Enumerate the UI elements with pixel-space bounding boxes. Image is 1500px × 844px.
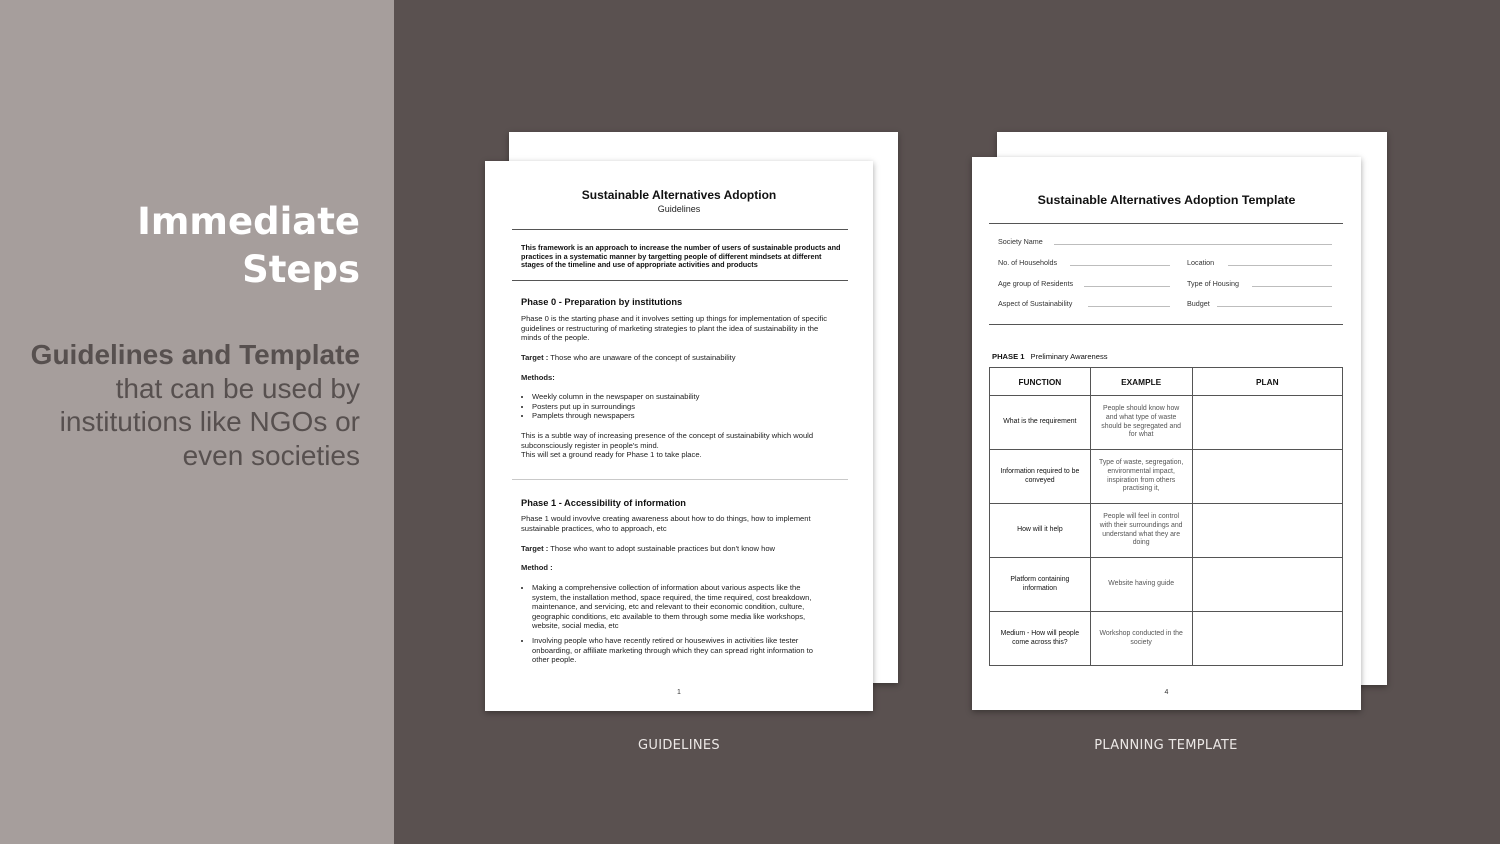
phase-0-description: Phase 0 is the starting phase and it involves setting up things for implementation of specific guidelines or restructuring of marketing strategies to plant the idea of sustainability in the minds of the people. — [521, 314, 828, 343]
phase-1-description: Phase 1 would invovlve creating awareness about how to do things, how to implement sustainable practices, who to approach, etc — [521, 514, 811, 533]
target-label: Target : — [521, 544, 549, 553]
plan-cell[interactable] — [1192, 396, 1342, 450]
template-caption: PLANNING TEMPLATE — [1094, 738, 1238, 753]
divider — [512, 229, 848, 230]
example-cell: Workshop conducted in the society — [1090, 612, 1192, 666]
example-header: EXAMPLE — [1090, 368, 1192, 396]
function-cell: Medium - How will people come across this? — [990, 612, 1091, 666]
function-cell: Platform containing information — [990, 558, 1091, 612]
template-page — [972, 157, 1361, 710]
budget-label: Budget — [1187, 299, 1210, 308]
phase-0-methods-list — [521, 392, 839, 421]
plan-cell[interactable] — [1192, 558, 1342, 612]
guidelines-page — [485, 161, 873, 711]
left-panel — [0, 0, 394, 844]
page-number: 4 — [1164, 689, 1169, 696]
location-field[interactable] — [1228, 265, 1332, 266]
table-row — [990, 558, 1343, 612]
housing-label: Type of Housing — [1187, 279, 1239, 288]
methods-label: Methods: — [521, 373, 555, 382]
phase-0-closing — [521, 431, 839, 460]
phase-name: Preliminary Awareness — [1030, 352, 1108, 361]
plan-cell[interactable] — [1192, 450, 1342, 504]
phase-0-target — [521, 353, 839, 363]
phase-1-title: Phase 1 - Accessibility of information — [521, 498, 686, 508]
society-name-label: Society Name — [998, 237, 1043, 246]
example-cell: People will feel in control with their surroundings and understand what they are doing — [1090, 504, 1192, 558]
phase-label — [992, 352, 1108, 361]
households-label: No. of Households — [998, 258, 1058, 267]
budget-field[interactable] — [1217, 306, 1332, 307]
heading-line-2: Steps — [242, 248, 360, 291]
aspect-label: Aspect of Sustainability — [998, 299, 1073, 308]
phase-1-methods-list — [521, 583, 825, 670]
aspect-field[interactable] — [1088, 306, 1170, 307]
table-row — [990, 396, 1343, 450]
target-label: Target : — [521, 353, 549, 362]
divider — [512, 479, 848, 480]
guidelines-title: Sustainable Alternatives Adoption — [581, 188, 777, 202]
target-text: Those who want to adopt sustainable practices but don't know how — [548, 544, 776, 553]
right-panel — [394, 0, 1500, 844]
planning-table — [989, 367, 1343, 666]
function-cell: What is the requirement — [990, 396, 1091, 450]
plan-cell[interactable] — [1192, 504, 1342, 558]
plan-header: PLAN — [1192, 368, 1342, 396]
list-item: • Weekly column in the newspaper on sustainability — [532, 392, 839, 402]
divider — [512, 280, 848, 281]
function-cell: Information required to be conveyed — [990, 450, 1091, 504]
phase-1-target — [521, 544, 839, 554]
guidelines-intro: This framework is an approach to increase the number of users of sustainable products and practices in a systematic manner by targetting people of different mindsets at different stages of the timeline and use of appropriate activities and products — [521, 243, 841, 270]
table-row — [990, 612, 1343, 666]
households-field[interactable] — [1070, 265, 1170, 266]
table-row — [990, 504, 1343, 558]
section-heading — [20, 198, 360, 294]
divider — [989, 223, 1343, 224]
method-label: Method : — [521, 563, 553, 572]
age-group-label: Age group of Residents — [998, 279, 1074, 288]
plan-cell[interactable] — [1192, 612, 1342, 666]
function-header: FUNCTION — [990, 368, 1091, 396]
society-name-field[interactable] — [1054, 244, 1332, 245]
list-item: • Pamplets through newspapers — [532, 411, 839, 421]
closing-line-2: This will set a ground ready for Phase 1 to take place. — [521, 450, 702, 460]
table-row — [990, 450, 1343, 504]
example-cell: People should know how and what type of waste should be segregated and for what — [1090, 396, 1192, 450]
example-cell: Type of waste, segregation, environmental impact, inspiration from others practising it, — [1090, 450, 1192, 504]
section-description — [20, 338, 360, 472]
page-number: 1 — [677, 689, 681, 696]
phase-0-methods-label — [521, 373, 555, 383]
table-header-row — [990, 368, 1343, 396]
description-bold: Guidelines and Template — [30, 339, 360, 370]
guidelines-subtitle: Guidelines — [657, 204, 701, 214]
list-item: • Posters put up in surroundings — [532, 402, 839, 412]
list-item: • Involving people who have recently retired or housewives in activities like tester onboarding, or affiliate marketing through which they can spread right information to other people. — [532, 636, 825, 665]
function-cell: How will it help — [990, 504, 1091, 558]
closing-line-1: This is a subtle way of increasing presence of the concept of sustainability which would subconsciously register in people's mind. — [521, 431, 814, 450]
guidelines-caption: GUIDELINES — [638, 738, 720, 753]
housing-field[interactable] — [1252, 286, 1332, 287]
divider — [989, 324, 1343, 325]
location-label: Location — [1187, 258, 1215, 267]
phase-number: PHASE 1 — [992, 352, 1025, 361]
template-title: Sustainable Alternatives Adoption Template — [1037, 193, 1296, 207]
phase-0-title: Phase 0 - Preparation by institutions — [521, 297, 683, 307]
phase-1-method-label — [521, 563, 553, 573]
age-group-field[interactable] — [1084, 286, 1170, 287]
example-cell: Website having guide — [1090, 558, 1192, 612]
heading-line-1: Immediate — [137, 200, 360, 243]
list-item: • Making a comprehensive collection of information about various aspects like the system, the installation method, space required, the time required, cost breakdown, maintenance, and servicing, etc and relevant to their economic condition, culture, geographic conditions, etc available to them through some media like workshops, website, social media, etc — [532, 583, 825, 631]
target-text: Those who are unaware of the concept of sustainability — [548, 353, 736, 362]
description-rest: that can be used by institutions like NGOs or even societies — [59, 372, 360, 471]
